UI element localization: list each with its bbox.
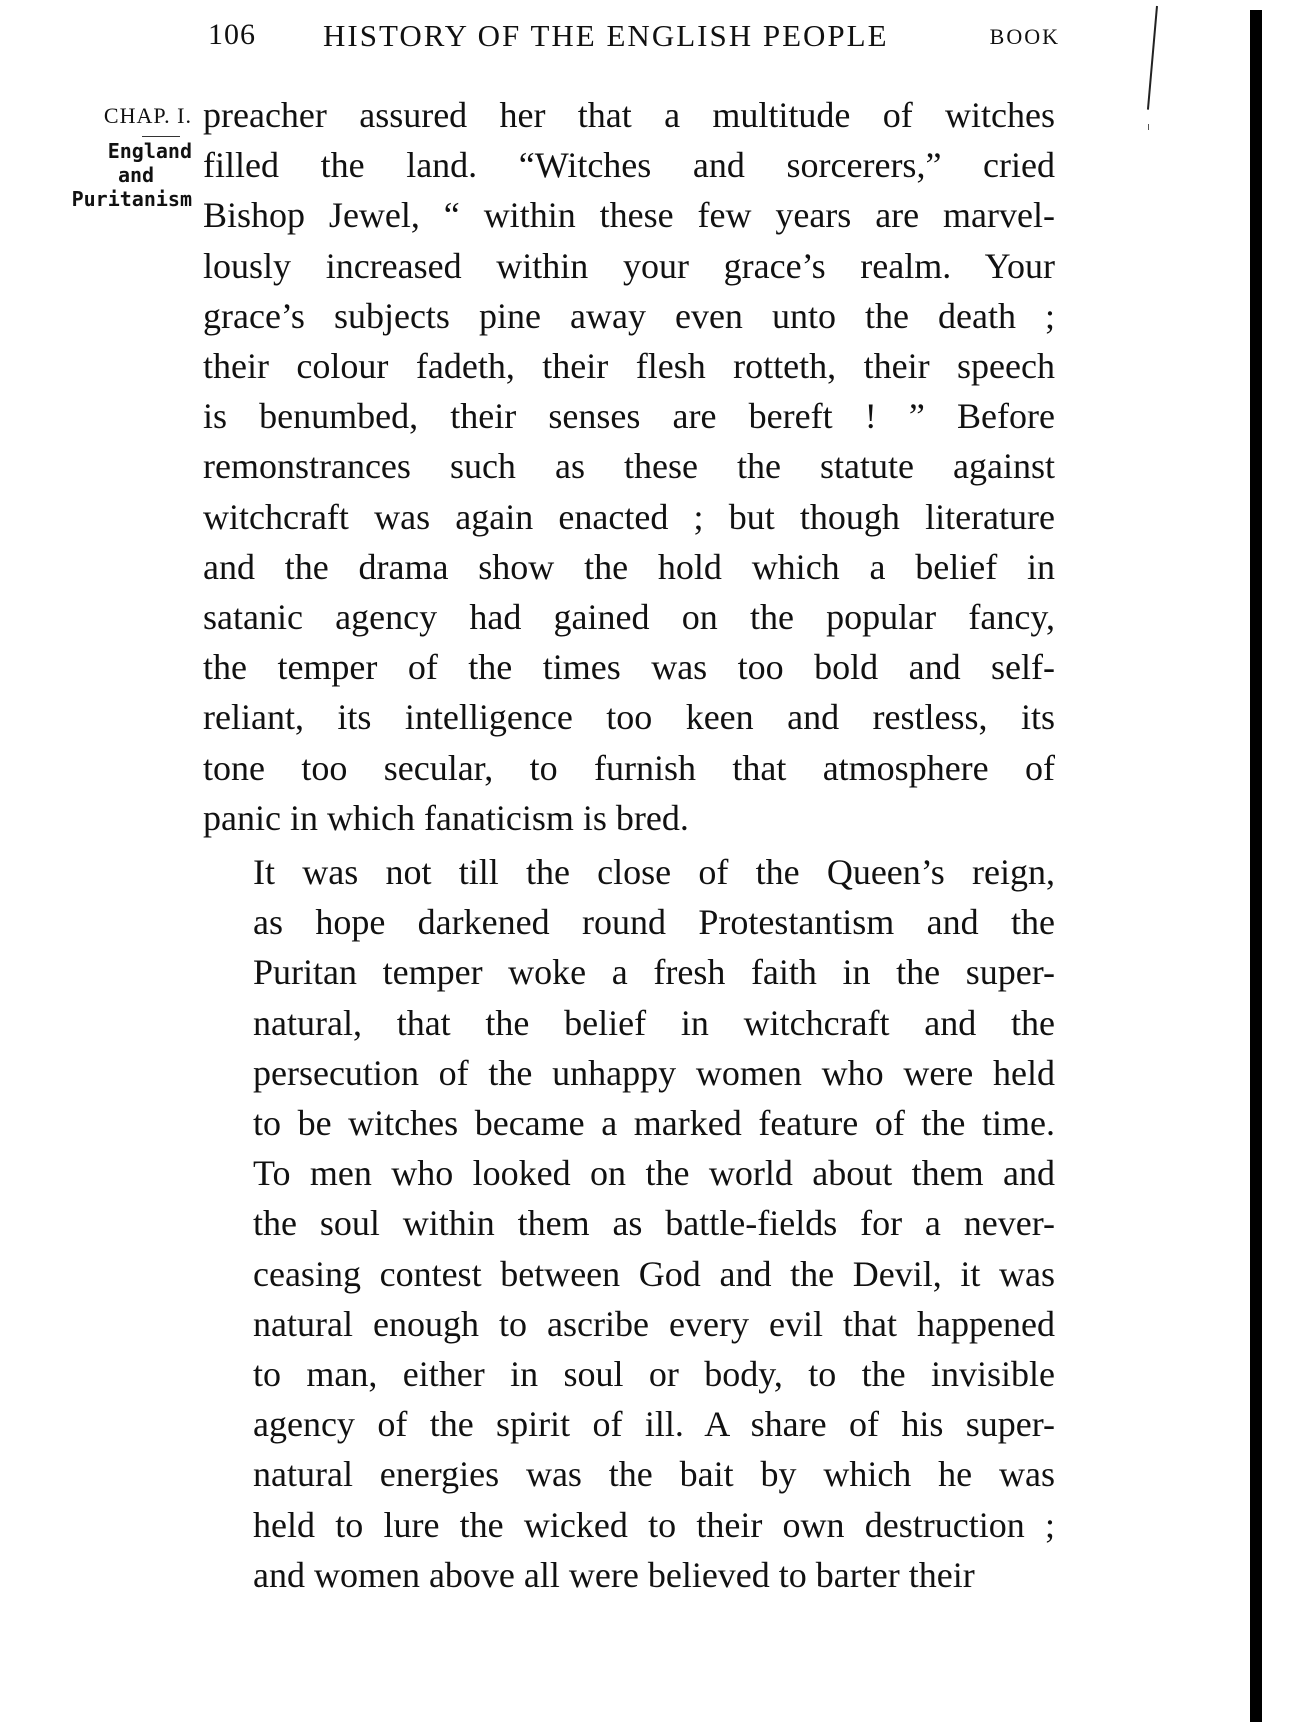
text-line: to man, either in soul or body, to the invisible (253, 1354, 1055, 1395)
text-line: as hope darkened round Protestantism and the (253, 902, 1055, 943)
text-line: It was not till the close of the Queen’s reign, (253, 852, 1055, 893)
text-line: Bishop Jewel, “ within these few years are marvel- (203, 195, 1055, 236)
text-line: natural energies was the bait by which he was (253, 1454, 1055, 1495)
text-line: To men who looked on the world about them and (253, 1153, 1055, 1194)
chapter-marker: CHAP. I. (103, 103, 192, 128)
text-line: persecution of the unhappy women who were held (253, 1052, 1055, 1093)
text-line: filled the land. “Witches and sorcerers,” cried (203, 145, 1055, 186)
text-line: panic in which fanaticism is bred. (203, 797, 689, 838)
side-topic-line: and (117, 163, 155, 187)
text-line: tone too secular, to furnish that atmosphere of (203, 747, 1055, 788)
text-line: grace’s subjects pine away even unto the death ; (203, 295, 1055, 336)
running-head (208, 18, 1060, 58)
page-number: 106 (208, 18, 256, 51)
text-line: witchcraft was again enacted ; but though literature (203, 496, 1055, 537)
paragraph-1 (203, 90, 1055, 843)
text-line: the temper of the times was too bold and self- (203, 647, 1055, 688)
text-line: remonstrances such as these the statute against (203, 446, 1055, 487)
running-title: HISTORY OF THE ENGLISH PEOPLE (323, 18, 889, 53)
book-label: BOOK (989, 24, 1060, 49)
text-line: and women above all were believed to barter their (253, 1554, 975, 1595)
text-line: reliant, its intelligence too keen and restless, its (203, 697, 1055, 738)
text-line: Puritan temper woke a fresh faith in the super- (253, 952, 1055, 993)
scan-artifact-tick (1148, 124, 1149, 130)
text-line: to be witches became a marked feature of the time. (253, 1103, 1055, 1144)
text-line: agency of the spirit of ill. A share of his super- (253, 1404, 1055, 1445)
text-line: preacher assured her that a multitude of witches (203, 95, 1055, 135)
gutter-shadow-bar (1250, 10, 1262, 1722)
main-text (203, 90, 1055, 1600)
text-line: satanic agency had gained on the popular fancy, (203, 597, 1055, 638)
text-line: held to lure the wicked to their own destruction ; (253, 1504, 1055, 1545)
text-line: and the drama show the hold which a belief in (203, 546, 1055, 587)
text-line: their colour fadeth, their flesh rotteth, their speech (203, 346, 1055, 387)
text-line: natural enough to ascribe every evil that happened (253, 1303, 1055, 1344)
side-topic (40, 139, 192, 211)
side-topic-line: Puritanism (71, 187, 192, 211)
margin-rule (142, 136, 180, 137)
side-topic-line: England (107, 139, 192, 163)
text-line: the soul within them as battle-fields for a never- (253, 1203, 1055, 1244)
text-line: natural, that the belief in witchcraft and the (253, 1002, 1055, 1043)
text-line: lously increased within your grace’s realm. Your (203, 245, 1055, 286)
margin-notes (40, 100, 192, 211)
paragraph-2 (203, 847, 1055, 1600)
text-line: is benumbed, their senses are bereft ! ” Before (203, 396, 1055, 437)
text-line: ceasing contest between God and the Devil, it was (253, 1253, 1055, 1294)
scan-artifact-line (1147, 6, 1158, 110)
